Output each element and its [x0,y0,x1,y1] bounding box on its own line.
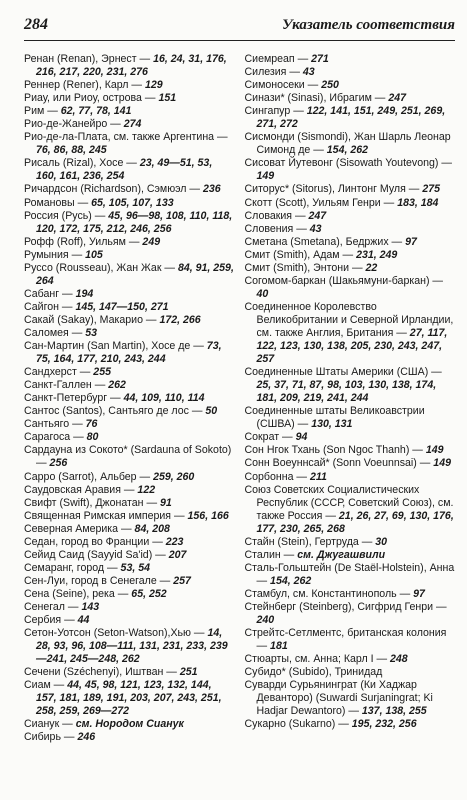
index-page-refs: 80 [86,431,99,444]
index-page-refs: 246 [77,731,96,744]
index-entry [245,444,456,457]
index-term: Сон Нгок Тхань (Son Ngoc Thanh) — [244,444,426,457]
index-entry [24,236,235,249]
index-entry [24,536,235,549]
index-entry [245,183,456,196]
index-entry [24,288,235,301]
index-entry [24,549,235,562]
index-page-refs: 73, 75, 164, 177, 210, 243, 244 [36,340,222,366]
index-page-refs: 271 [311,53,329,65]
index-entry [24,431,235,444]
index-page-refs: 145, 147—150, 271 [75,300,169,313]
index-term: Риау, или Риоу, острова — [24,92,159,105]
index-page-refs: 143 [81,600,100,613]
index-term: Рио-де-ла-Плата, см. также Аргентина — [24,131,228,144]
index-page-refs: 154, 262 [270,574,312,587]
index-page-refs: 183, 184 [397,196,439,209]
index-entry [24,405,235,418]
index-entry [24,262,235,288]
index-page-refs: 44, 45, 98, 121, 123, 132, 144, 157, 181, 189, 191, 203, 207, 243, 251, 258, 259, 269—272 [36,679,222,718]
index-page-refs: 40 [256,287,269,300]
index-page-refs: 44, 109, 110, 114 [123,392,205,405]
index-page-refs: 211 [309,470,327,483]
index-page-refs: 122, 141, 151, 249, 251, 269, 271, 272 [256,105,446,131]
index-term: Сианук — [24,718,76,731]
index-term: Россия (Русь) — [24,209,109,222]
index-page-refs: 97 [413,587,425,600]
index-page-refs: 137, 138, 255 [361,705,427,718]
index-entry [245,262,456,275]
index-term: Сечени (Széchenyi), Иштван — [24,666,180,679]
index-entry [245,666,456,679]
index-term: Семаранг, город — [24,561,121,574]
index-term: Седан, город во Франции — [24,535,166,548]
index-term: Сиемреап — [244,53,312,65]
index-term: Смит (Smith), Адам — [244,248,357,261]
index-page-refs: 248 [390,653,408,666]
index-entry [24,366,235,379]
header-rule [24,40,455,41]
index-term: Рио-де-Жанейро — [24,118,124,131]
index-term: Сиам — [24,679,68,692]
index-term: Сократ — [244,431,296,444]
index-entry [245,223,456,236]
index-term: Сингапур — [244,105,307,118]
index-entry [245,66,456,79]
index-term: Сена (Seine), река — [24,587,132,600]
index-entry [24,627,235,666]
index-term: Сетон-Уотсон (Seton-Watson),Хью — [24,627,208,640]
index-page-refs: 91 [160,496,172,509]
index-term: Сметана (Smetana), Бедржих — [244,235,406,248]
index-entry [245,627,456,653]
index-entry [245,536,456,549]
index-term: Романовы — [24,196,92,209]
index-entry [245,197,456,210]
index-page-refs: 129 [144,79,163,92]
index-page-refs: 240 [256,614,275,627]
index-entry [24,131,235,157]
index-entry [24,588,235,601]
index-page-refs: 249 [142,235,161,248]
index-entry [245,471,456,484]
index-page-refs: 259, 260 [153,470,195,483]
index-entry [245,366,456,405]
index-term: Ричардсон (Richardson), Сэмюэл — [24,183,203,196]
index-entry [245,157,456,183]
index-page-refs: 62, 77, 78, 141 [60,105,132,118]
index-entry [245,301,456,366]
index-term: Стюарты, см. Анна; Карл I — [244,653,391,666]
index-term: Сарагоса — [24,431,87,444]
index-term: Стейнберг (Steinberg), Сигфрид Генри — [244,600,447,613]
index-page-refs: 255 [93,366,111,379]
index-page-refs: 207 [168,548,187,561]
index-entry [245,679,456,718]
index-page-refs: 274 [123,118,142,131]
index-page-refs: 43 [302,66,315,79]
index-entry [24,523,235,536]
index-term: Союз Советских Социалистических Республик (СССР, Советский Союз), см. также Россия — [244,483,454,522]
index-entry [24,197,235,210]
index-page-refs: 223 [165,535,184,548]
index-term: Соединенные штаты Великоавстрии (СШВА) — [244,405,425,431]
index-term: Реннер (Rener), Карл — [24,79,145,92]
index-term: Сандхерст — [24,366,94,379]
index-entry [245,131,456,157]
index-term: Ренан (Renan), Эрнест — [24,53,154,65]
page-number: 284 [24,16,48,33]
index-term: Румыния — [24,248,86,261]
index-term: Сантьяго — [24,418,86,431]
index-term: Священная Римская империя — [24,509,188,522]
index-term: Силезия — [244,66,303,79]
index-entry [24,418,235,431]
index-entry [24,105,235,118]
index-term: Сакай (Sakay), Макарио — [24,313,160,326]
index-page-refs: 50 [205,405,218,418]
index-page-refs: 256 [49,457,68,470]
index-page-refs: 27, 117, 122, 123, 130, 138, 205, 230, 243, 247, 257 [256,326,448,366]
index-page-refs: 53, 54 [120,561,151,574]
index-term: Сорбонна — [244,470,310,483]
index-entry [24,471,235,484]
index-page-refs: 84, 91, 259, 264 [36,261,234,287]
index-entry [24,314,235,327]
index-page-refs: 53 [85,326,98,339]
index-page-refs: 25, 37, 71, 87, 98, 103, 130, 138, 174, 181, 209, 219, 241, 244 [256,379,437,405]
index-term: Сисоват Йутевонг (Sisowath Youtevong) — [244,157,452,170]
index-entry [245,236,456,249]
index-entry [245,53,456,66]
index-entry [24,249,235,262]
index-page-refs: 231, 249 [356,248,398,261]
index-entry [245,79,456,92]
index-term: Санкт-Галлен — [24,379,109,392]
index-entry [245,484,456,536]
index-term: Суварди Сурьянинграт (Ки Хаджар Деванторо) (Suwardi Surjaningrat; Ki Hadjar Dewantoro) — [244,679,433,718]
index-term: Сейид Саид (Sayyid Sa'id) — [24,548,169,561]
index-entry [24,510,235,523]
index-entry [24,118,235,131]
index-entry [24,666,235,679]
index-entry [24,444,235,470]
index-page-refs: 23, 49—51, 53, 160, 161, 236, 254 [36,157,213,183]
index-page-refs: 76 [85,418,98,431]
index-page-refs: 94 [295,431,308,444]
index-page-refs: 247 [308,209,327,222]
index-term: Сталин — [244,548,298,561]
index-entry [245,275,456,301]
index-page-refs: 156, 166 [187,509,229,522]
index-term: Сонн Воеуннсай* (Sonn Voeunnsai) — [244,457,434,470]
index-entry [24,183,235,196]
index-term: Сарро (Sarrot), Альбер — [24,470,154,483]
index-term: Сантос (Santos), Сантьяго де лос — [24,405,206,418]
index-page-refs: 97 [405,235,417,248]
index-term: Согомом-баркан (Шакьямуни-баркан) — [244,274,444,287]
index-page-refs: 195, 232, 256 [351,718,417,731]
index-term: Санкт-Петербург — [24,392,124,405]
index-term: Сен-Луи, город в Сенегале — [24,574,174,587]
index-term: Сардауна из Сокото* (Sardauna of Sokoto) — [24,444,232,470]
index-entry [24,497,235,510]
index-term: Синази* (Sinasi), Ибрагим — [244,92,389,105]
index-entry [24,601,235,614]
index-entry [24,301,235,314]
index-page-refs: 149 [433,457,451,470]
index-page-refs: 194 [75,287,94,300]
index-term: Рим — [24,105,61,118]
index-page-refs: 262 [108,379,126,392]
index-entry [24,327,235,340]
index-page-refs: см. Нородом Сианук [75,718,184,731]
index-page-refs: 154, 262 [326,144,369,157]
index-entry [24,731,235,744]
index-entry [245,457,456,470]
right-column [245,53,456,744]
index-entry [24,718,235,731]
index-term: Смит (Smith), Энтони — [244,261,366,274]
index-term: Сукарно (Sukarno) — [244,718,352,731]
index-term: Стайн (Stein), Гертруда — [244,535,376,548]
index-entry [245,405,456,431]
index-page-refs: 250 [321,79,339,92]
index-page-refs: 247 [388,92,407,105]
index-term: Стамбул, см. Константинополь — [244,587,414,600]
index-page-refs: 122 [137,483,156,496]
index-page-refs: 84, 208 [134,522,170,535]
index-term: Свифт (Swift), Джонатан — [24,496,160,509]
index-columns [24,53,455,744]
index-page-refs: 65, 252 [131,587,167,600]
index-term: Ситорус* (Sitorus), Линтонг Муля — [244,183,423,196]
index-term: Субидо* (Subido), Тринидад [244,666,383,679]
index-term: Сибирь — [24,731,78,744]
index-entry [245,431,456,444]
index-term: Сталь-Гольштейн (De Staël-Holstein), Анна — [244,561,455,587]
index-page-refs: 251 [179,666,198,679]
index-page-refs: 275 [422,183,441,196]
index-term: Рофф (Roff), Уильям — [24,235,143,248]
running-title: Указатель соответствия [282,17,455,33]
index-page-refs: 76, 86, 88, 245 [36,144,107,157]
index-page-refs: 149 [425,444,444,457]
index-term: Сан-Мартин (San Martin), Хосе де — [24,340,207,353]
index-entry [245,92,456,105]
index-term: Саудовская Аравия — [24,483,138,496]
index-term: Симоносеки — [244,79,322,92]
index-page-refs: 43 [309,222,322,235]
index-entry [24,562,235,575]
index-entry [245,718,456,731]
index-term: Северная Америка — [24,522,135,535]
index-page-refs: 236 [202,183,221,196]
index-page-refs: 149 [256,170,275,183]
index-term: Словения — [244,222,310,235]
index-page-refs: 172, 266 [159,313,201,326]
index-page-refs: 45, 96—98, 108, 110, 118, 120, 172, 175, 212, 246, 256 [36,209,233,235]
index-entry [24,614,235,627]
index-term: Саломея — [24,326,86,339]
index-page-refs: 21, 26, 27, 69, 130, 176, 177, 230, 265, 268 [256,509,454,535]
index-entry [24,379,235,392]
index-term: Стрейтс-Сетлментс, британская колония — [244,627,447,653]
index-page-refs: 44 [77,614,90,627]
index-entry [24,392,235,405]
index-term: Руссо (Rousseau), Жан Жак — [24,261,178,274]
index-page-refs: 130, 131 [311,418,353,431]
index-entry [24,92,235,105]
index-entry [24,79,235,92]
page-header [24,16,455,38]
index-term: Сабанг — [24,287,76,300]
index-entry [245,105,456,131]
index-entry [245,588,456,601]
index-entry [24,340,235,366]
index-page-refs: см. Джугашвили [297,548,386,561]
index-entry [245,549,456,562]
index-term: Сенегал — [24,600,82,613]
index-page-refs: 151 [158,92,177,105]
index-page-refs: 105 [85,248,103,261]
index-entry [245,562,456,588]
index-entry [24,210,235,236]
index-page-refs: 22 [365,261,378,274]
index-entry [24,157,235,183]
index-page-refs: 257 [173,574,191,587]
index-entry [245,653,456,666]
index-entry [24,575,235,588]
index-page-refs: 65, 105, 107, 133 [91,196,174,209]
index-page-refs: 181 [270,640,288,653]
index-entry [24,484,235,497]
index-term: Соединенные Штаты Америки (США) — [244,366,442,379]
left-column [24,53,235,744]
index-page-refs: 30 [375,535,388,548]
index-term: Сисмонди (Sismondi), Жан Шарль Леонар Симонд де — [244,131,451,157]
index-term: Рисаль (Rizal), Хосе — [24,157,140,170]
index-term: Сайгон — [24,300,76,313]
index-term: Словакия — [244,209,309,222]
index-page-refs: 16, 24, 31, 176, 216, 217, 220, 231, 276 [36,53,227,79]
index-entry [24,53,235,79]
index-entry [245,249,456,262]
index-term: Соединенное Королевство Великобритании и Северной Ирландии, см. также Англия, Британия — [244,300,454,339]
index-term: Сербия — [24,614,78,627]
index-page-refs: 14, 28, 93, 96, 108—111, 131, 231, 233, 239—241, 245—248, 262 [36,627,228,666]
index-entry [24,679,235,718]
index-entry [245,601,456,627]
index-entry [245,210,456,223]
index-term: Скотт (Scott), Уильям Генри — [244,196,398,209]
